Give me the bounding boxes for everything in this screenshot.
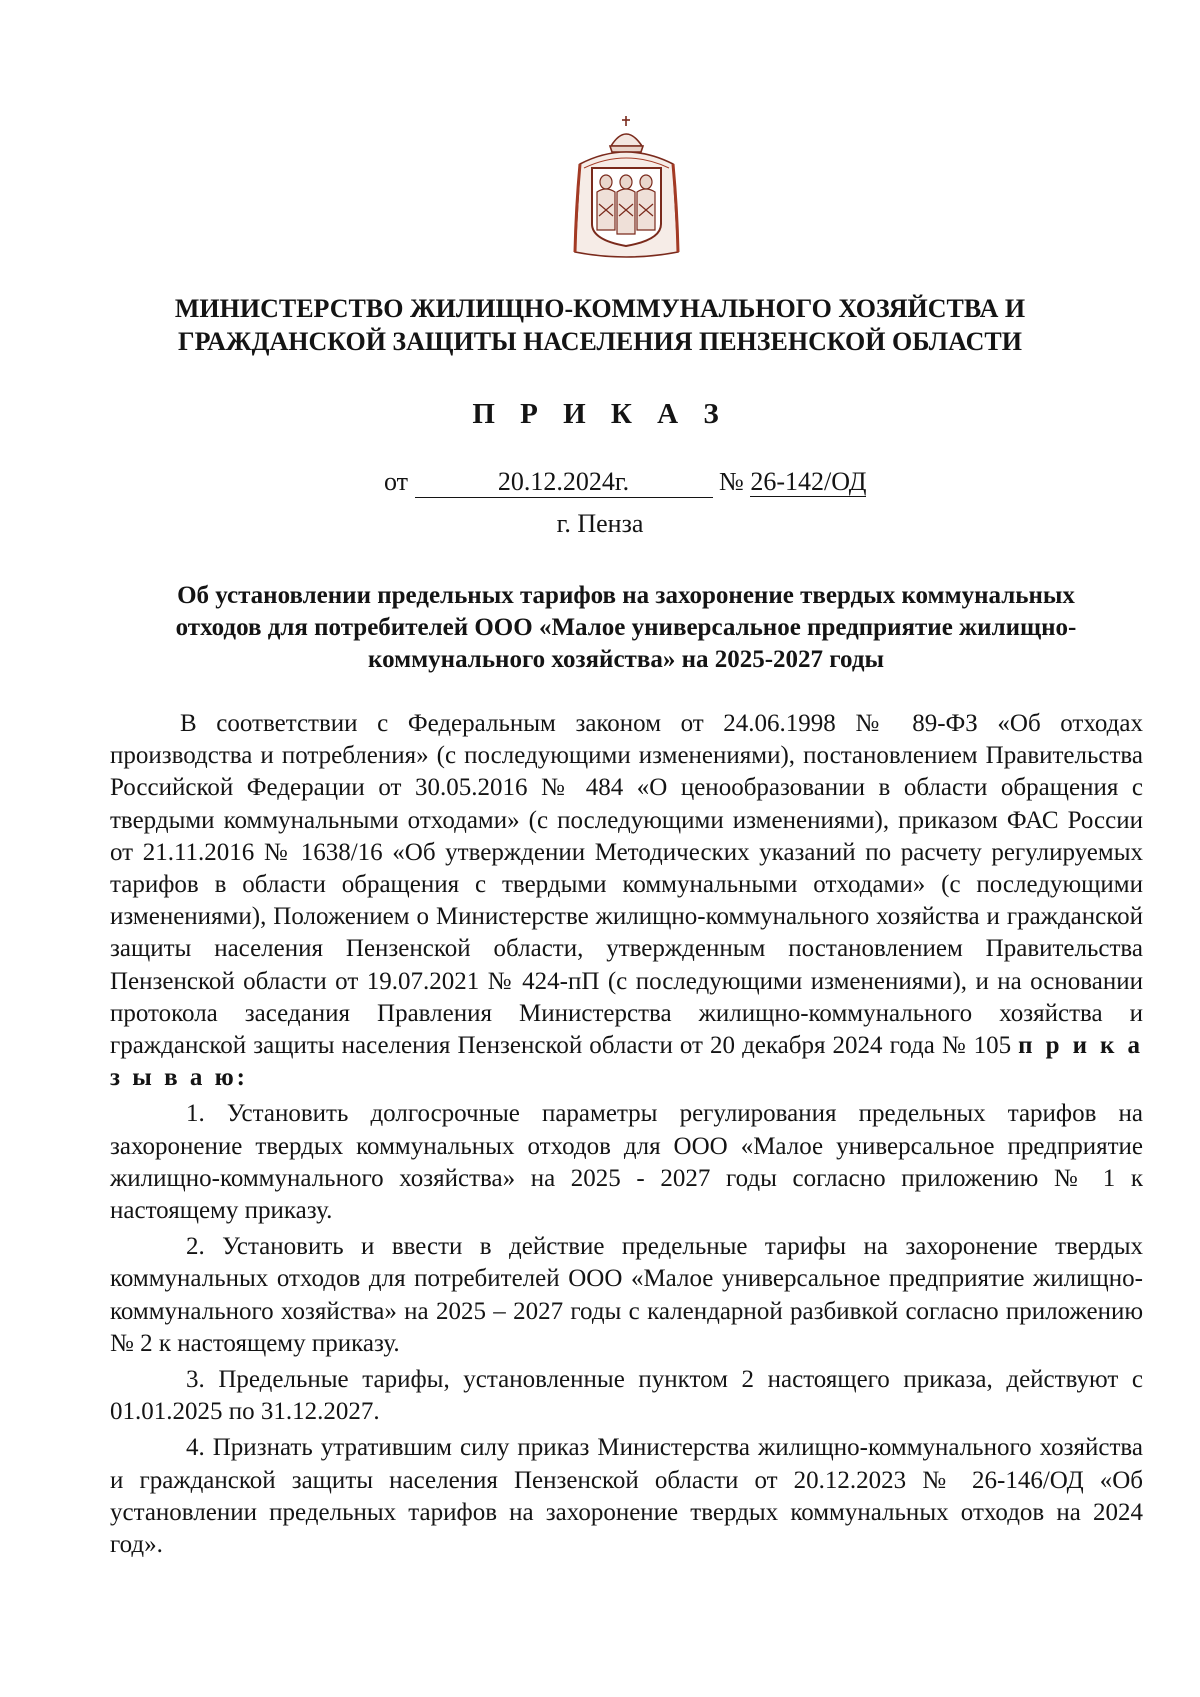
order-subject-line-1: Об установлении предельных тарифов на захоронение твердых коммунальных [177,582,1075,609]
order-directive: п р и к а з ы в а ю: [110,1032,1143,1092]
ministry-name-line-1: МИНИСТЕРСТВО ЖИЛИЩНО-КОММУНАЛЬНОГО ХОЗЯЙСТВА И [174,294,1026,323]
order-body [110,708,1143,1561]
preamble-paragraph [110,708,1143,1094]
number-prefix: № [719,467,744,496]
order-date: 20.12.2024г. [415,467,713,498]
issue-city: г. Пенза [556,509,644,538]
ministry-name-line-2: ГРАЖДАНСКОЙ ЗАЩИТЫ НАСЕЛЕНИЯ ПЕНЗЕНСКОЙ ОБЛАСТИ [178,327,1022,356]
order-subject [110,580,1142,676]
ministry-name [100,292,1100,358]
date-prefix: от [384,467,409,496]
order-number: 26-142/ОД [750,467,867,496]
order-date-number-line [384,466,866,498]
document-type: П Р И К А З [472,398,728,430]
order-item-1: 1. Установить долгосрочные параметры регулирования предельных тарифов на захоронение твердых коммунальных отходов для ООО «Малое универсальное предприятие жилищно-коммунального хозяйства» на 2025 - 2027 годы согласно приложению № 1 к настоящему приказу. [110,1100,1143,1225]
preamble-text: В соответствии с Федеральным законом от 24.06.1998 № 89-ФЗ «Об отходах производства и потребления» (с последующими изменениями), постановлением Правительства Российской Федерации от 30.05.2016 № 484 «О ценообразовании в области обращения с твердыми коммунальными отходами» (с последующими изменениями), приказом ФАС России от 21.11.2016 № 1638/16 «Об утверждении Методических указаний по расчету регулируемых тарифов в области обращения с твердыми коммунальными отходами» (с последующими изменениями), Положением о Министерстве жилищно-коммунального хозяйства и гражданской защиты населения Пензенской области, утвержденным постановлением Правительства Пензенской области от 19.07.2021 № 424-пП (с последующими изменениями), и на основании протокола заседания Правления Министерства жилищно-коммунального хозяйства и гражданской защиты населения Пензенской области от 20 декабря 2024 года № 105 [110,710,1143,1060]
order-item-2: 2. Установить и ввести в действие предельные тарифы на захоронение твердых коммунальных отходов для потребителей ООО «Малое универсальное предприятие жилищно-коммунального хозяйства» на 2025 – 2027 годы с календарной разбивкой согласно приложению № 2 к настоящему приказу. [110,1233,1143,1357]
order-item-3: 3. Предельные тарифы, установленные пунктом 2 настоящего приказа, действуют с 01.01.2025 по 31.12.2027. [110,1366,1143,1426]
order-item-4: 4. Признать утратившим силу приказ Министерства жилищно-коммунального хозяйства и гражданской защиты населения Пензенской области от 20.12.2023 № 26-146/ОД «Об установлении предельных тарифов на захоронение твердых коммунальных отходов на 2024 год». [110,1434,1143,1559]
penza-region-coat-of-arms-icon [570,112,683,262]
order-subject-line-2: отходов для потребителей ООО «Малое универсальное предприятие жилищно- [175,614,1077,641]
order-subject-line-3: коммунального хозяйства» на 2025-2027 годы [368,646,884,673]
